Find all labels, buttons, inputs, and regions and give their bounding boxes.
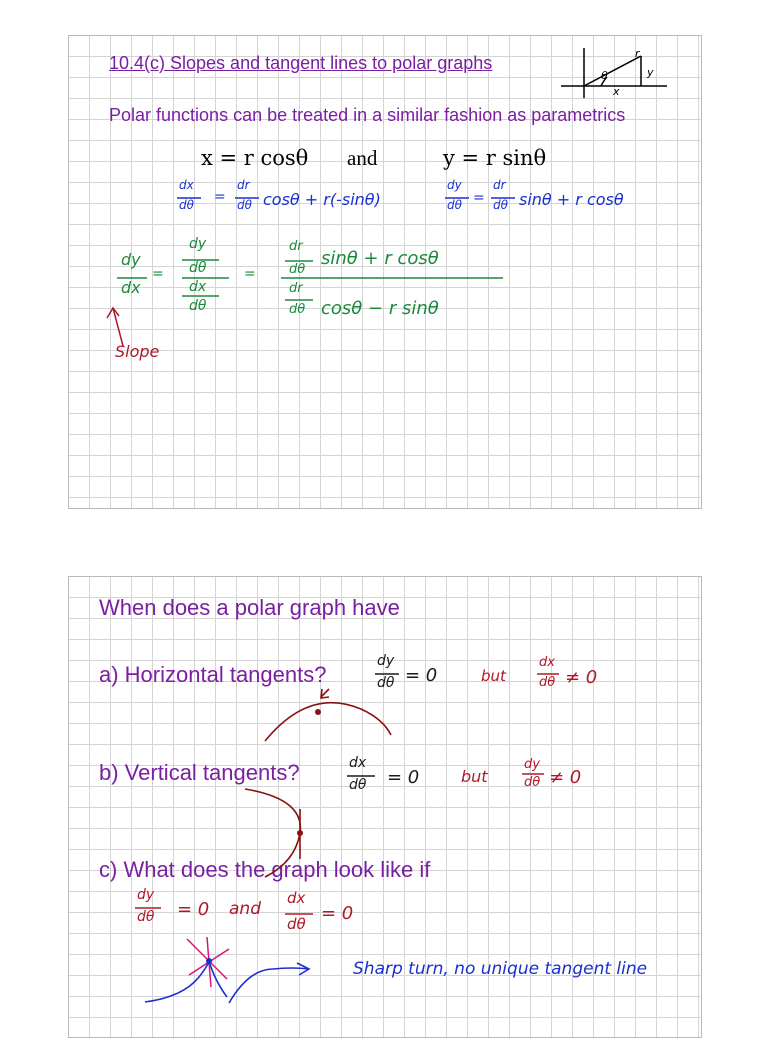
fraction-numerator: dr: [237, 178, 250, 192]
tangent-point: [297, 830, 303, 836]
sketch-x-label: x: [613, 85, 620, 98]
fraction-numerator: dy: [447, 178, 462, 192]
sketch-r-label: r: [635, 47, 640, 60]
page-title: 10.4(c) Slopes and tangent lines to polar graphs: [109, 53, 493, 73]
fraction-denominator: dθ: [289, 262, 306, 277]
cusp-note: Sharp turn, no unique tangent line: [353, 959, 648, 979]
and-word: and: [347, 146, 378, 170]
fraction-numerator: dx: [287, 889, 306, 907]
cusp-sketch-right: [229, 963, 309, 1003]
equals-zero: = 0: [321, 903, 354, 924]
vertical-tangent-sketch: [245, 789, 300, 877]
fraction-denominator: dθ: [539, 675, 556, 690]
equals-zero: = 0: [387, 767, 420, 788]
fraction-numerator: dy: [377, 653, 395, 669]
fraction-denominator: dθ: [237, 198, 252, 212]
numerator-text: sinθ + r cosθ: [321, 248, 439, 269]
fraction-numerator: dy: [524, 757, 540, 772]
expression-text: sinθ + r cosθ: [519, 190, 624, 209]
sketch-y-label: y: [647, 66, 654, 79]
equals-sign: =: [214, 189, 226, 205]
page2-sketches: [69, 577, 701, 1037]
question-c: c) What does the graph look like if: [99, 857, 431, 882]
fraction-numerator: dr: [289, 239, 303, 254]
fraction-denominator: dθ: [493, 198, 508, 212]
fraction-numerator: dy: [121, 250, 141, 269]
sketch-theta-label: θ: [601, 69, 608, 82]
tangent-point: [315, 709, 321, 715]
fraction-numerator: dx: [189, 279, 207, 295]
question-b: b) Vertical tangents?: [99, 760, 300, 785]
fraction-denominator: dθ: [524, 775, 541, 790]
fraction-denominator: dθ: [189, 260, 207, 276]
fraction-denominator: dθ: [377, 675, 395, 691]
notes-page-2: [68, 576, 702, 1038]
not-equal-zero: ≠ 0: [565, 667, 598, 688]
equals-zero: = 0: [177, 899, 210, 920]
intro-text: Polar functions can be treated in a similar fashion as parametrics: [109, 105, 626, 125]
question-heading: When does a polar graph have: [99, 595, 400, 620]
fraction-denominator: dθ: [287, 915, 306, 933]
fraction-denominator: dx: [121, 278, 141, 297]
fraction-numerator: dx: [539, 655, 555, 670]
fraction-numerator: dr: [493, 178, 506, 192]
x-equation: x = r cosθ: [201, 146, 309, 170]
fraction-numerator: dx: [179, 178, 194, 192]
but-word: but: [481, 667, 506, 685]
y-equation: y = r sinθ: [443, 146, 547, 170]
fraction-denominator: dθ: [447, 198, 462, 212]
expression-text: cosθ + r(-sinθ): [263, 190, 381, 209]
fraction-denominator: dθ: [179, 198, 194, 212]
fraction-denominator: dθ: [137, 909, 155, 925]
fraction-numerator: dy: [137, 887, 155, 903]
question-a: a) Horizontal tangents?: [99, 662, 327, 687]
slope-label: Slope: [115, 342, 160, 361]
equals-sign: =: [152, 266, 164, 282]
but-word: but: [461, 767, 488, 786]
notes-page-1: [68, 35, 702, 509]
fraction-numerator: dx: [349, 755, 367, 771]
fraction-bars: [69, 36, 701, 508]
not-equal-zero: ≠ 0: [549, 767, 582, 788]
equals-sign: =: [244, 266, 256, 282]
equals-zero: = 0: [405, 665, 438, 686]
equals-sign: =: [473, 190, 485, 206]
denominator-text: cosθ − r sinθ: [321, 298, 439, 319]
fraction-denominator: dθ: [289, 302, 306, 317]
horizontal-tangent-sketch: [265, 689, 391, 741]
fraction-denominator: dθ: [189, 298, 207, 314]
fraction-numerator: dy: [189, 236, 207, 252]
fraction-numerator: dr: [289, 281, 303, 296]
and-word: and: [229, 899, 261, 919]
fraction-denominator: dθ: [349, 777, 367, 793]
